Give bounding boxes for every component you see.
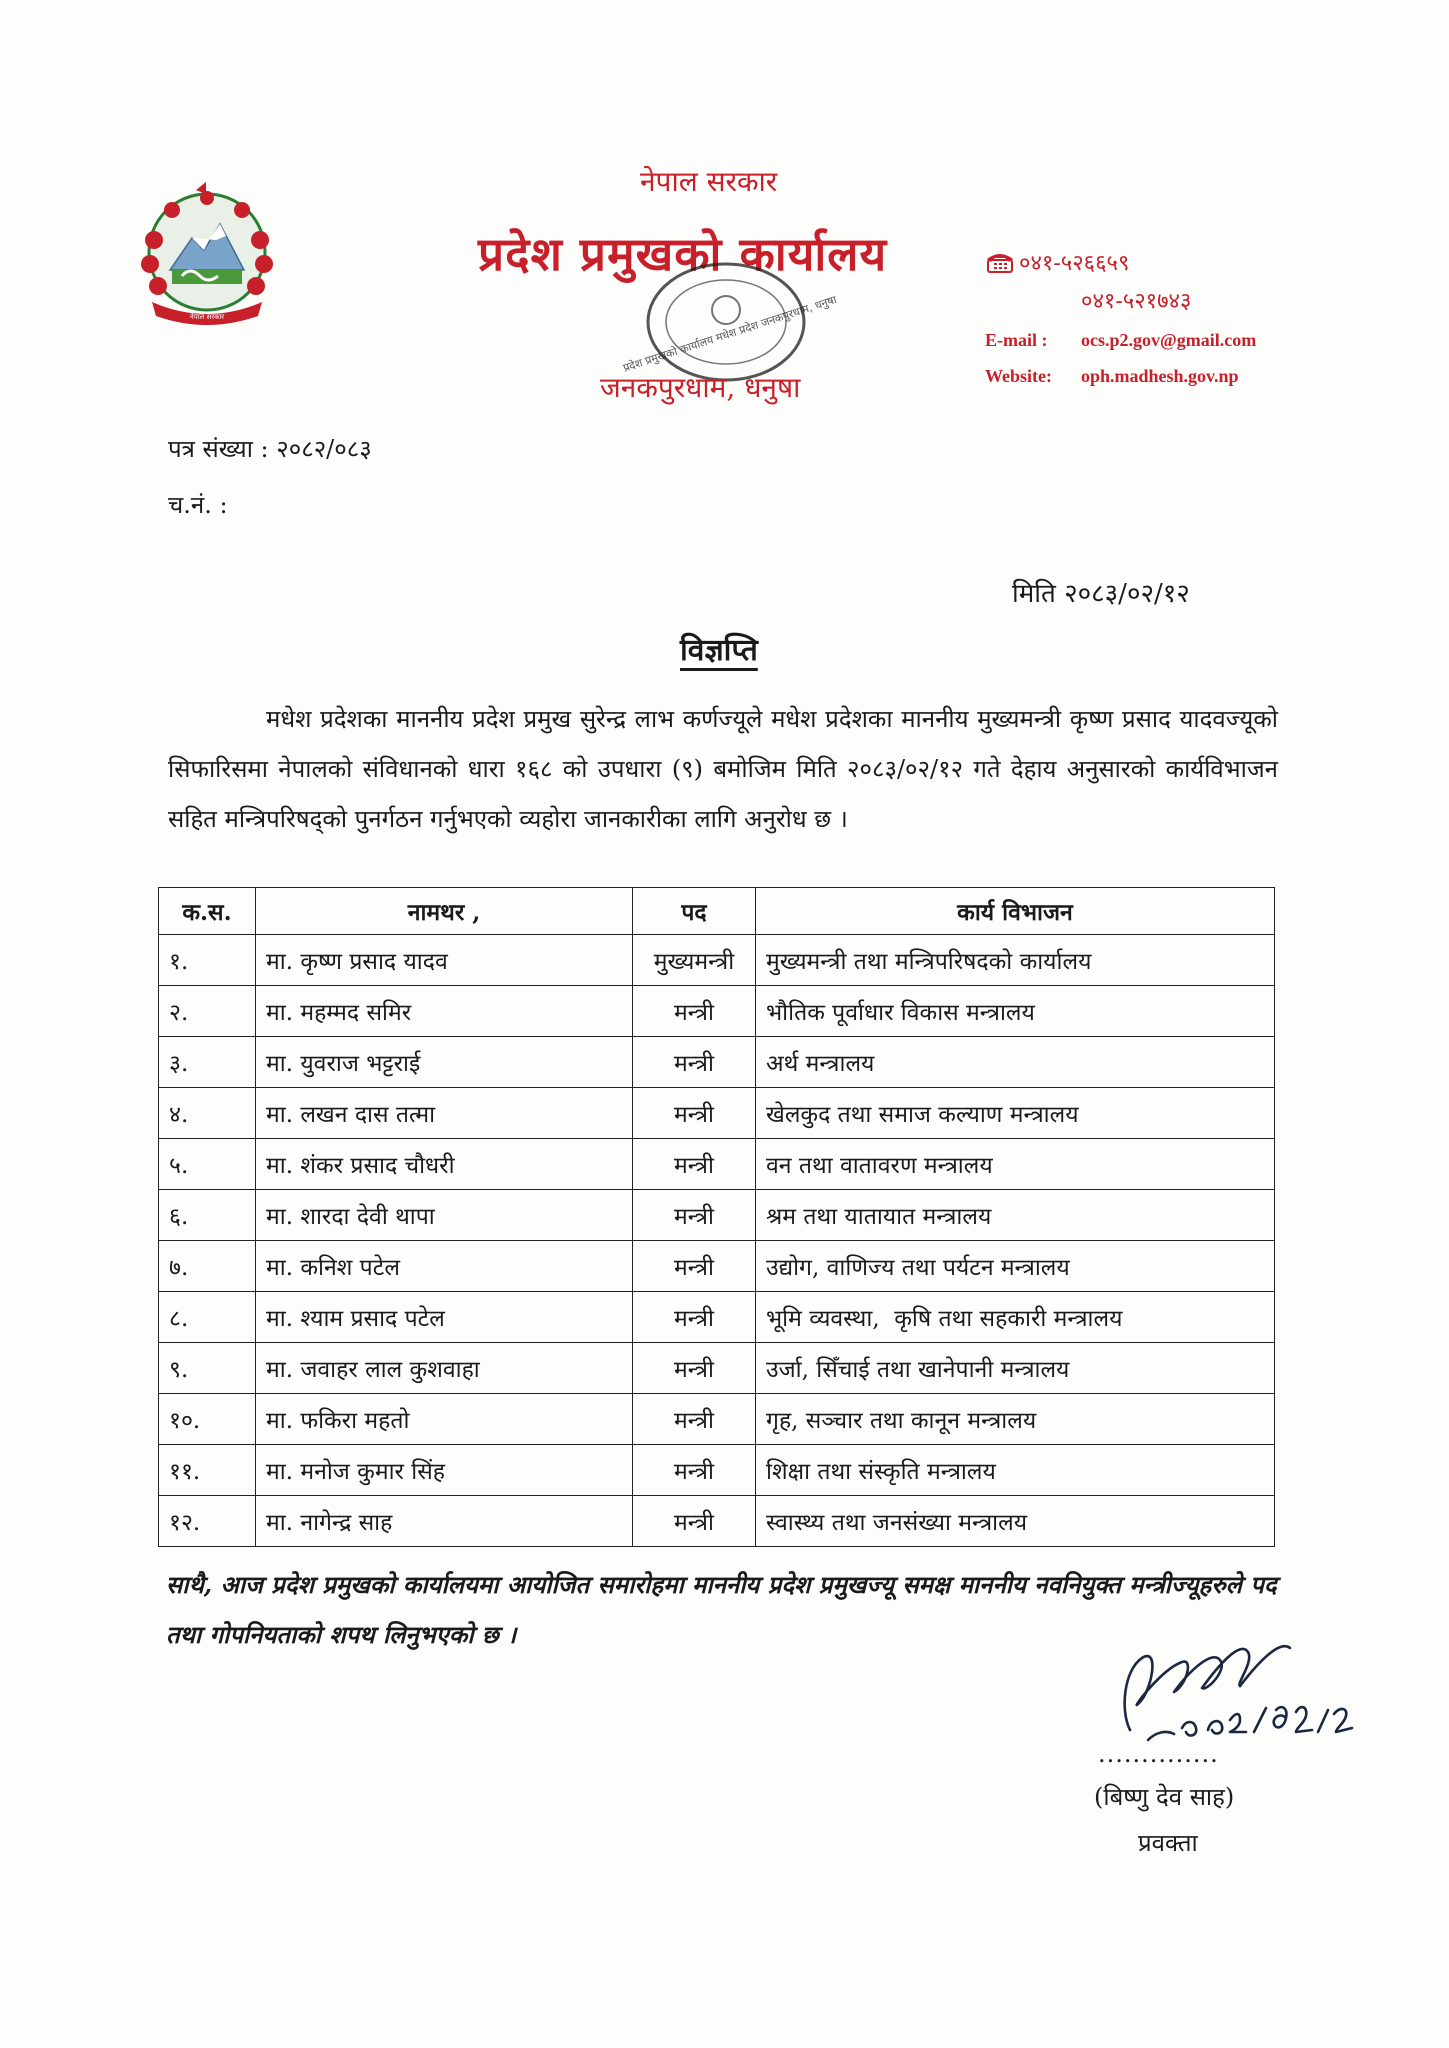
svg-text:नेपाल सरकार: नेपाल सरकार (189, 313, 225, 321)
cell-post: मन्त्री (633, 1445, 756, 1496)
letter-date: मिति २०८३/०२/१२ (1012, 579, 1190, 609)
office-name: प्रदेश प्रमुखको कार्यालय (478, 227, 888, 281)
cell-portfolio: खेलकुद तथा समाज कल्याण मन्त्रालय (756, 1088, 1275, 1139)
table-row (159, 1496, 1275, 1547)
cell-post: मन्त्री (633, 1292, 756, 1343)
table-row (159, 1190, 1275, 1241)
cell-portfolio: स्वास्थ्य तथा जनसंख्या मन्त्रालय (756, 1496, 1275, 1547)
letter-number: पत्र संख्या : २०८२/०८३ (168, 435, 372, 463)
table-row (159, 1292, 1275, 1343)
header-serial: क.स. (159, 888, 256, 935)
cell-serial: ६. (159, 1190, 256, 1241)
cell-name: मा. नागेन्द्र साह (256, 1496, 633, 1547)
cell-serial: ४. (159, 1088, 256, 1139)
cell-portfolio: मुख्यमन्त्री तथा मन्त्रिपरिषदको कार्यालय (756, 935, 1275, 986)
cell-name: मा. जवाहर लाल कुशवाहा (256, 1343, 633, 1394)
cell-serial: ७. (159, 1241, 256, 1292)
table-row (159, 1241, 1275, 1292)
email-line (985, 322, 1256, 358)
cell-post: मन्त्री (633, 1088, 756, 1139)
cell-serial: १. (159, 935, 256, 986)
cell-post: मन्त्री (633, 1139, 756, 1190)
svg-text:प्रदेश प्रमुखको कार्यालय मधेश: प्रदेश प्रमुखको कार्यालय मधेश प्रदेश जनकपुरधाम, धनुषा (621, 293, 839, 375)
cell-portfolio: भूमि व्यवस्था, कृषि तथा सहकारी मन्त्रालय (756, 1292, 1275, 1343)
cell-serial: ११. (159, 1445, 256, 1496)
cell-portfolio: वन तथा वातावरण मन्त्रालय (756, 1139, 1275, 1190)
cell-serial: १०. (159, 1394, 256, 1445)
cell-portfolio: उर्जा, सिँचाई तथा खानेपानी मन्त्रालय (756, 1343, 1275, 1394)
table-row (159, 1139, 1275, 1190)
telephone-icon (985, 251, 1015, 273)
notice-body: मधेश प्रदेशका माननीय प्रदेश प्रमुख सुरेन्द्र लाभ कर्णज्यूले मधेश प्रदेशका माननीय मुख्यमन्त्री कृष्ण प्रसाद यादवज्यूको सिफारिसमा नेपालको संविधानको धारा १६८ को उपधारा (९) बमोजिम मिति २०८३/०२/१२ गते देहाय अनुसारको कार्यविभाजन सहित मन्त्रिपरिषद्को पुनर्गठन गर्नुभएको व्यहोरा जानकारीका लागि अनुरोध छ । (168, 705, 1278, 833)
signatory-role: प्रवक्ता (1138, 1829, 1198, 1857)
header-post: पद (633, 888, 756, 935)
cell-post: मन्त्री (633, 986, 756, 1037)
website-url[interactable]: oph.madhesh.gov.np (1081, 366, 1239, 386)
table-row (159, 1037, 1275, 1088)
cell-post: मन्त्री (633, 1343, 756, 1394)
cell-post: मन्त्री (633, 1394, 756, 1445)
cell-name: मा. कनिश पटेल (256, 1241, 633, 1292)
cell-name: मा. युवराज भट्टराई (256, 1037, 633, 1088)
cell-serial: १२. (159, 1496, 256, 1547)
portfolio-table (158, 887, 1275, 1547)
header-name: नामथर , (256, 888, 633, 935)
cell-portfolio: भौतिक पूर्वाधार विकास मन्त्रालय (756, 986, 1275, 1037)
notice-title: विज्ञप्ति (680, 633, 758, 668)
phone-number-1: ०४१-५२६६५९ (1019, 251, 1130, 276)
cell-name: मा. श्याम प्रसाद पटेल (256, 1292, 633, 1343)
dispatch-number: च.नं. : (168, 491, 228, 519)
nepal-emblem-icon (132, 180, 282, 330)
office-address: जनकपुरधाम, धनुषा (600, 371, 801, 404)
cell-name: मा. फकिरा महतो (256, 1394, 633, 1445)
email-address[interactable]: ocs.p2.gov@gmail.com (1081, 330, 1257, 350)
header-portfolio: कार्य विभाजन (756, 888, 1275, 935)
cell-serial: ३. (159, 1037, 256, 1088)
phone-row (985, 242, 1256, 282)
cell-portfolio: शिक्षा तथा संस्कृति मन्त्रालय (756, 1445, 1275, 1496)
cell-name: मा. मनोज कुमार सिंह (256, 1445, 633, 1496)
cell-portfolio: श्रम तथा यातायात मन्त्रालय (756, 1190, 1275, 1241)
phone-number-2: ०४१-५२१७४३ (1081, 289, 1192, 314)
contact-block (985, 242, 1256, 394)
government-line: नेपाल सरकार (640, 165, 778, 198)
cell-post: मुख्यमन्त्री (633, 935, 756, 986)
cell-portfolio: उद्योग, वाणिज्य तथा पर्यटन मन्त्रालय (756, 1241, 1275, 1292)
cell-serial: ८. (159, 1292, 256, 1343)
cell-name: मा. लखन दास तत्मा (256, 1088, 633, 1139)
cell-name: मा. कृष्ण प्रसाद यादव (256, 935, 633, 986)
email-label: E-mail : (985, 330, 1048, 350)
signature-line: .............. (1098, 1740, 1219, 1768)
table-row (159, 1088, 1275, 1139)
cell-post: मन्त्री (633, 1496, 756, 1547)
cell-name: मा. शंकर प्रसाद चौधरी (256, 1139, 633, 1190)
cell-serial: ५. (159, 1139, 256, 1190)
cell-post: मन्त्री (633, 1190, 756, 1241)
handwritten-signature (1090, 1600, 1360, 1760)
table-row (159, 986, 1275, 1037)
website-label: Website: (985, 366, 1052, 386)
cell-serial: ९. (159, 1343, 256, 1394)
cell-post: मन्त्री (633, 1037, 756, 1088)
table-row (159, 1394, 1275, 1445)
cell-serial: २. (159, 986, 256, 1037)
table-row (159, 935, 1275, 986)
signatory-name: (बिष्णु देव साह) (1094, 1783, 1235, 1811)
table-row (159, 1445, 1275, 1496)
table-row (159, 1343, 1275, 1394)
closing-paragraph: साथै, आज प्रदेश प्रमुखको कार्यालयमा आयोजित समारोहमा माननीय प्रदेश प्रमुखज्यू समक्ष माननीय नवनियुक्त मन्त्रीज्यूहरुले पद तथा गोपनियताको शपथ लिनुभएको छ । (166, 1570, 1277, 1649)
cell-portfolio: गृह, सञ्चार तथा कानून मन्त्रालय (756, 1394, 1275, 1445)
cell-post: मन्त्री (633, 1241, 756, 1292)
table-header-row (159, 888, 1275, 935)
cell-name: मा. महम्मद समिर (256, 986, 633, 1037)
cell-portfolio: अर्थ मन्त्रालय (756, 1037, 1275, 1088)
website-line (985, 358, 1256, 394)
cell-name: मा. शारदा देवी थापा (256, 1190, 633, 1241)
